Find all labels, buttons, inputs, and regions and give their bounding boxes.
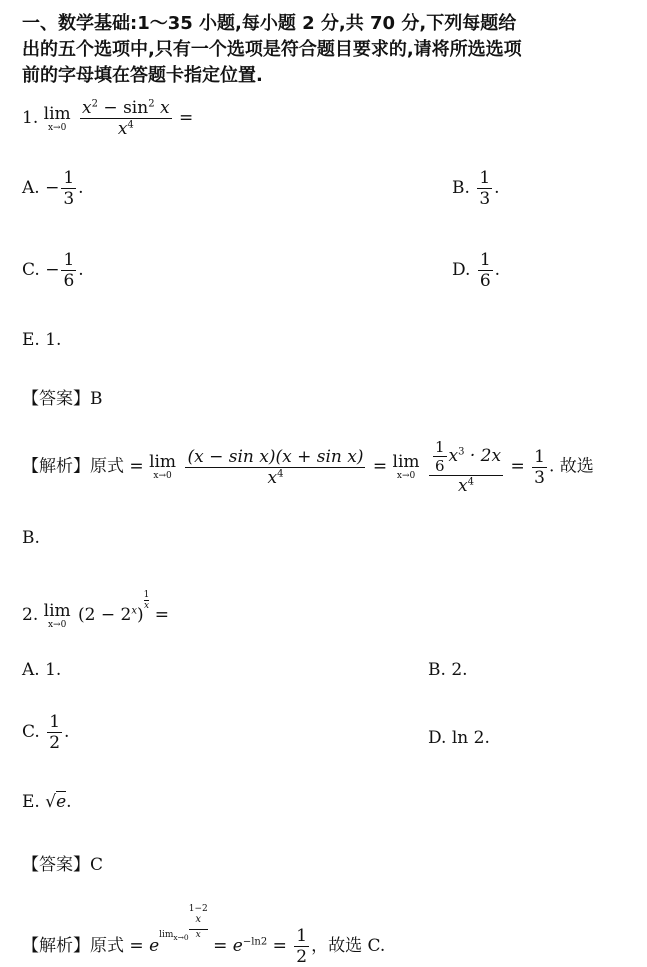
question-2: 2. lim x→0 $(2 - 2^x)$ $\frac{1}{x}$ = xyxy=(22,590,170,630)
answer-row-2 xyxy=(22,850,627,875)
answer-value: C xyxy=(90,855,104,875)
question-number: 1. xyxy=(22,108,39,128)
analysis-row-2: 【解析】原式 = elim$_{x\to 0}$ 1−2 $^x$ x = $e^{-ln2}$ = $\frac{1}{2}$ ，故选 C. xyxy=(22,904,386,967)
analysis-tag: 【解析】 xyxy=(22,936,90,956)
analysis-row-1-cont: B. xyxy=(22,528,40,548)
analysis-tag: 【解析】 xyxy=(22,456,90,477)
option-c: C. − $\frac{1}{6}$ . xyxy=(22,250,84,291)
option-e: E. √e. xyxy=(22,792,72,812)
option-d: D. $\frac{1}{6}$ . xyxy=(452,250,501,291)
answer-tag: 【答案】 xyxy=(22,389,90,409)
answer-value: B xyxy=(90,389,103,409)
limit-operator: lim x→0 xyxy=(43,600,71,630)
option-a: A. 1. xyxy=(22,660,62,680)
option-c: C. $\frac{1}{2}$ . xyxy=(22,712,70,753)
option-d: D. ln 2. xyxy=(428,728,490,748)
question-fraction: $\frac{x^2 - \sin^2 x}{x^4}$ xyxy=(82,98,170,139)
question-1 xyxy=(22,98,627,139)
question-number: 2. xyxy=(22,605,39,625)
analysis-row-1: 【解析】原式 = lim x→0 $\frac{\text{(x − sin x)(x + sin x)}}{x^4}$ = lim x→0 $\frac{1}{6}$ $x^3 \cdot 2x$ $x^4$ = $\frac{1}{3}$ . 故选 xyxy=(22,438,594,496)
option-e: E. 1. xyxy=(22,330,62,350)
section-intro-line-3: 前的字母填在答题卡指定位置. xyxy=(22,65,263,86)
answer-tag: 【答案】 xyxy=(22,855,90,875)
limit-operator: lim x→0 xyxy=(43,103,71,133)
option-a: A. − $\frac{1}{3}$ . xyxy=(22,168,84,209)
section-intro-line-2: 出的五个选项中,只有一个选项是符合题目要求的,请将所选选项 xyxy=(22,39,522,60)
answer-row-1 xyxy=(22,384,627,409)
option-b: B. 2. xyxy=(428,660,468,680)
equals-sign: = xyxy=(178,108,194,128)
section-intro-line-1: 一、数学基础:1～35 小题,每小题 2 分,共 70 分,下列每题给 xyxy=(22,13,517,34)
option-b: B. $\frac{1}{3}$ . xyxy=(452,168,500,209)
